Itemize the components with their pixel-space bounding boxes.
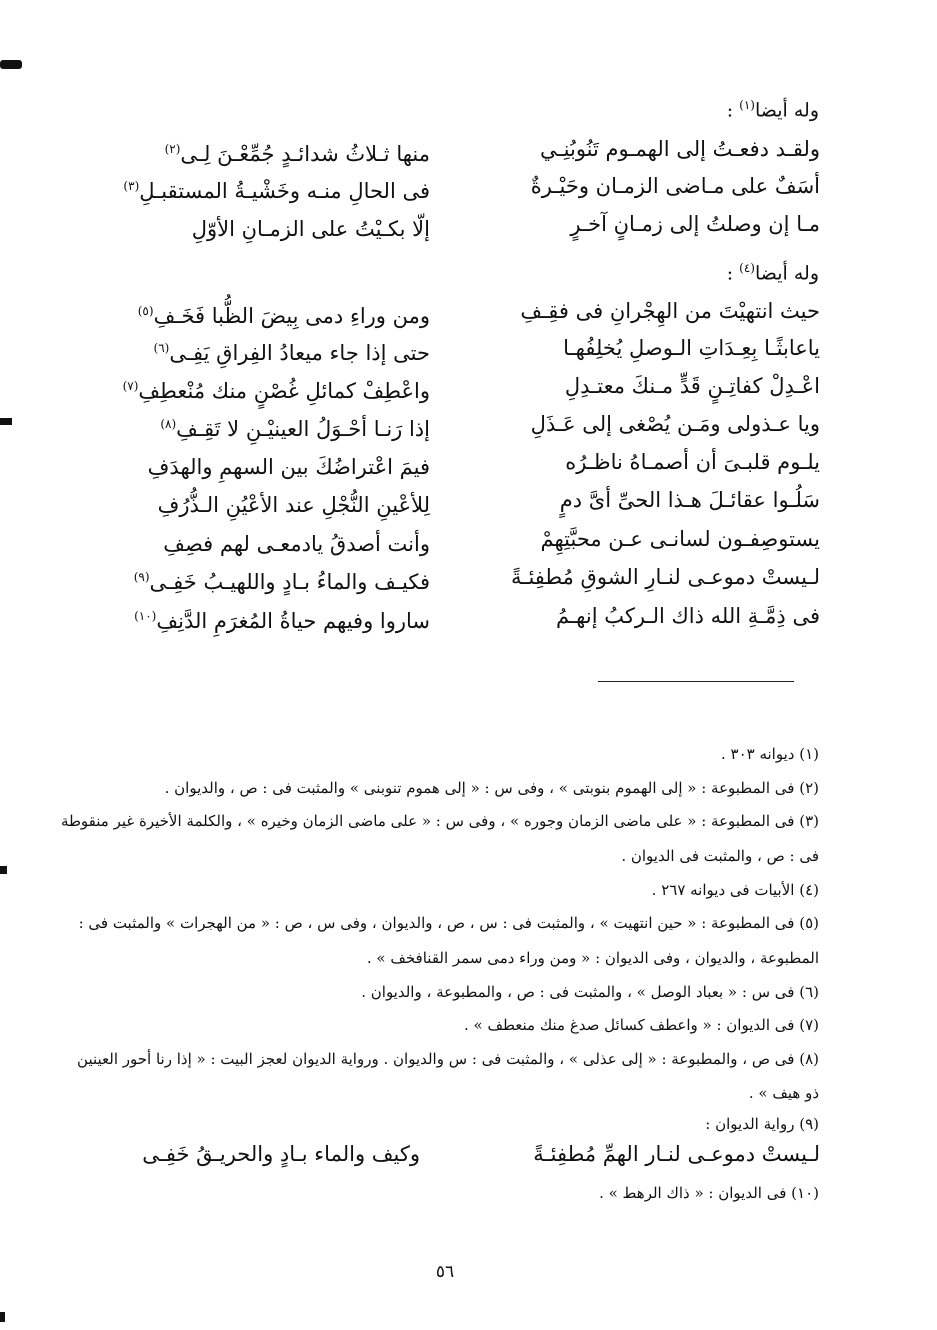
intro-text: وله أيضا — [754, 262, 819, 285]
hemistich-text: منها ثـلاثُ شدائـدٍ جُمِّعْـنَ لِـى — [180, 142, 430, 166]
verse-row — [100, 205, 820, 243]
footnote-line: (٣) فى المطبوعة : « على ماضى الزمان وجوره » ، وفى س : « على ماضى الزمان وخيره » ، والكلمة الأخيرة غير منقوطة — [60, 812, 819, 830]
footnote-marker: (٦) — [153, 341, 170, 355]
page-number: ٥٦ — [435, 1262, 455, 1282]
footnote-marker: (٢) — [164, 142, 181, 156]
intro-colon: : — [726, 262, 740, 285]
scan-mark — [0, 418, 12, 425]
footnote-line: (٩) رواية الديوان : — [705, 1115, 819, 1133]
verse-second-hemistich — [100, 167, 430, 210]
verse-first-hemistich: فى ذِمَّـةِ الله ذاك الـركبُ إنهـمُ — [556, 604, 820, 628]
verse-first-hemistich: لـيستْ دموعـى لنـارِ الشوقِ مُطفِئـةً — [511, 565, 820, 589]
hemistich-text: فى الحالِ منـه وخَشْيـةُ المستقبـلِ — [139, 179, 430, 203]
verse-second-hemistich — [100, 405, 430, 448]
verse-row — [100, 558, 820, 596]
verse-first-hemistich: ياعابثًـا بِعِـدَاتِ الـوصلِ يُخلِفُهـا — [563, 336, 820, 360]
scan-mark — [0, 60, 22, 69]
verse-second-hemistich — [100, 205, 430, 248]
footnote-line: (٥) فى المطبوعة : « حين انتهيت » ، والمثبت فى : س ، ص ، والديوان ، وفى س ، ص : « من الهجرات » والمثبت فى : — [78, 914, 819, 932]
footnote-line: (٨) فى ص ، والمطبوعة : « إلى عذلى » ، والمثبت فى : س والديوان . ورواية الديوان لعجز البيت : « إذا رنا أحور العينين — [77, 1050, 819, 1068]
hemistich-text: ساروا وفيهم حياةُ المُغرَمِ الدَّنِفِ — [156, 609, 430, 633]
footnote-marker: (٩) — [133, 570, 150, 584]
verse-first-hemistich: يستوصِفـون لسانـى عـن محبَّتِهِمْ — [540, 527, 820, 551]
verse-row — [100, 520, 820, 558]
verse-first-hemistich: لـيستْ دموعـى لنـار الهمِّ مُطفِئـةً — [533, 1142, 820, 1166]
verse-second-hemistich — [100, 520, 430, 563]
footnote-line: (٧) فى الديوان : « واعطف كسائل صدغ منك منعطف » . — [463, 1016, 819, 1034]
verse-row — [100, 167, 820, 205]
verse-first-hemistich: يلـوم قلبـىَ أن أصمـاهُ ناظـرُه — [565, 450, 820, 474]
hemistich-text: فكيـف والماءُ بـادٍ واللهيـبُ خَفِـى — [149, 570, 430, 594]
verse-second-hemistich — [100, 367, 430, 410]
hemistich-text: وأنت أصدقُ يادمعـى لهم فصِفِ — [163, 532, 430, 556]
verse-first-hemistich: ويا عـذولى ومَـن يُصْغى إلى عَـذَلِ — [530, 412, 820, 436]
scan-mark — [0, 866, 7, 874]
verse-first-hemistich: سَلُـوا عقائـلَ هـذا الحىِّ أىَّ دمٍ — [559, 488, 820, 512]
verse-second-hemistich: وكيف والماء بـادٍ والحريـقُ خَفِـى — [142, 1142, 420, 1166]
verse-row — [100, 597, 820, 635]
scan-mark — [0, 1312, 5, 1322]
verse-first-hemistich: مـا إن وصلتُ إلى زمـانٍ آخـرٍ — [570, 212, 820, 236]
footnote-line: فى : ص ، والمثبت فى الديوان . — [621, 847, 819, 865]
verse-first-hemistich: حيث انتهيْتَ من الهِجْرانِ فى فقِـفِ — [520, 299, 820, 323]
verse-first-hemistich: اعْـدِلْ كفاتِـنٍ قَدٍّ مـنكَ معتـدِلِ — [564, 374, 820, 398]
verse-second-hemistich — [100, 443, 430, 486]
footnote-line: (٦) فى س : « بعباد الوصل » ، والمثبت فى : ص ، والمطبوعة ، والديوان . — [361, 983, 819, 1001]
footnote-marker: (٥) — [137, 304, 154, 318]
poem-intro-2 — [727, 255, 819, 286]
footnote-line: (٢) فى المطبوعة : « إلى الهموم بنوبتى » ، وفى س : « إلى هموم تنوبنى » والمثبت فى : ص ، والديوان . — [164, 779, 819, 797]
poem-intro-1 — [727, 92, 819, 123]
intro-colon: : — [726, 99, 740, 122]
footnote-verse — [100, 1136, 820, 1172]
footnote-line: المطبوعة ، والديوان ، وفى الديوان : « ومن وراء دمى سمر القنافخف » . — [366, 949, 819, 967]
footnote-marker: (٧) — [122, 379, 139, 393]
verse-second-hemistich — [100, 329, 430, 372]
verse-first-hemistich: ولقـد دفعـتُ إلى الهمـوم تَنُوبُنِـي — [540, 137, 820, 161]
footnote-separator — [598, 681, 794, 682]
hemistich-text: إلّا بكـيْتُ على الزمـانِ الأوّلِ — [191, 217, 430, 241]
verse-second-hemistich — [100, 558, 430, 601]
hemistich-text: ومن وراءِ دمى بِيضَ الظُّبا فَخَـفِ — [153, 304, 430, 328]
verse-row — [100, 405, 820, 443]
footnote-marker: (٣) — [123, 179, 140, 193]
footnote-line: (١٠) فى الديوان : « ذاك الرهط » . — [599, 1184, 819, 1202]
footnote-line: (١) ديوانه ٣٠٣ . — [720, 745, 819, 763]
footnote-line: ذو هيف » . — [748, 1084, 819, 1102]
hemistich-text: إذا رَنـا أحْـوَلُ العينيْـنِ لا تَقِـفِ — [176, 417, 430, 441]
footnote-line: (٤) الأبيات فى ديوانه ٢٦٧ . — [651, 881, 819, 899]
verse-second-hemistich — [100, 597, 430, 640]
verse-first-hemistich: أسَفٌ على مـاضى الزمـان وحَيْـرةٌ — [530, 174, 820, 198]
verse-row — [100, 292, 820, 330]
footnote-marker: (٤) — [739, 261, 755, 275]
hemistich-text: فيمَ اعْتراضُكَ بين السهمِ والهدَفِ — [147, 455, 430, 479]
intro-text: وله أيضا — [754, 99, 819, 122]
verse-row — [100, 329, 820, 367]
footnote-marker: (١) — [739, 98, 755, 112]
hemistich-text: واعْطِفْ كمائلِ غُصْنٍ منك مُنْعطِفِ — [138, 379, 430, 403]
verse-second-hemistich — [100, 481, 430, 524]
footnote-marker: (٨) — [160, 417, 177, 431]
verse-row — [100, 443, 820, 481]
verse-row — [100, 367, 820, 405]
verse-row — [100, 130, 820, 168]
verse-row — [100, 481, 820, 519]
hemistich-text: حتى إذا جاء ميعادُ الفِراقِ يَفِـى — [169, 341, 430, 365]
footnote-marker: (١٠) — [134, 609, 157, 623]
hemistich-text: لِلأعْينِ النُّجْلِ عند الأعْيُنِ الـذُّرُفِ — [157, 493, 430, 517]
